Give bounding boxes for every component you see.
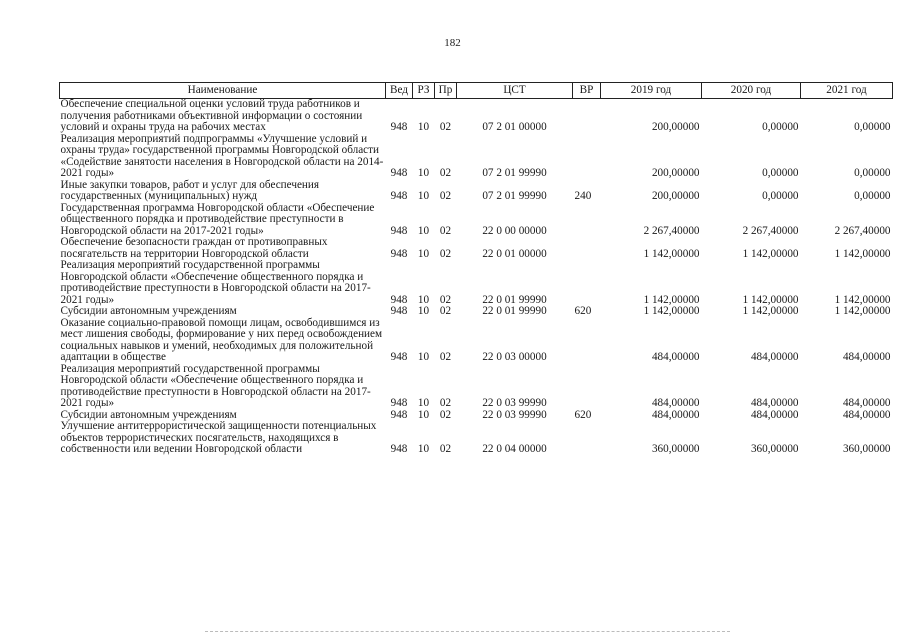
row-cst: 07 2 01 99990 (482, 167, 547, 179)
row-rz: 10 (417, 397, 430, 409)
row-pr: 02 (439, 224, 452, 237)
row-vr (573, 260, 601, 306)
row-cst: 22 0 00 00000 (482, 224, 547, 237)
row-ved: 948 (390, 305, 408, 317)
header-2021: 2021 год (801, 83, 893, 99)
table-row (60, 180, 893, 203)
row-pr: 02 (439, 247, 452, 260)
row-cst: 07 2 01 99990 (482, 190, 547, 202)
row-cst: 22 0 01 00000 (482, 247, 547, 260)
table-row (60, 237, 893, 260)
table-row (60, 260, 893, 306)
row-pr: 02 (439, 305, 452, 317)
row-2019: 484,00000 (651, 351, 700, 363)
row-rz: 10 (417, 224, 430, 237)
row-ved: 948 (390, 397, 408, 409)
header-pr: Пр (435, 83, 457, 99)
row-2019: 200,00000 (651, 121, 700, 133)
row-rz: 10 (417, 167, 430, 179)
row-vr (573, 134, 601, 180)
row-name: Субсидии автономным учреждениям (60, 408, 237, 421)
row-rz: 10 (417, 351, 430, 363)
row-ved: 948 (390, 247, 408, 260)
row-cst: 22 0 03 00000 (482, 351, 547, 363)
row-2019: 1 142,00000 (643, 247, 700, 260)
header-2020: 2020 год (702, 83, 801, 99)
row-name: Обеспечение безопасности граждан от противоправных посягательств на территории Новгородской области (60, 236, 328, 260)
row-2021: 2 267,40000 (834, 224, 891, 237)
row-2020: 484,00000 (750, 408, 799, 421)
table-row (60, 318, 893, 364)
row-rz: 10 (417, 443, 430, 455)
row-2020: 1 142,00000 (742, 305, 799, 317)
row-2021: 0,00000 (854, 167, 891, 179)
table-row (60, 306, 893, 318)
row-pr: 02 (439, 443, 452, 455)
row-ved: 948 (390, 190, 408, 202)
row-2021: 360,00000 (842, 443, 891, 455)
row-vr: 240 (574, 190, 592, 202)
table-row (60, 421, 893, 456)
row-name: Оказание социально-правовой помощи лицам, освободившимся из мест лишения свободы, формирование у них перед освобождением социальных навыков и умений, необходимых для положительной адаптации в обществе (60, 316, 383, 363)
row-2021: 484,00000 (842, 351, 891, 363)
row-name: Субсидии автономным учреждениям (60, 305, 237, 317)
row-name: Иные закупки товаров, работ и услуг для обеспечения государственных (муниципальных) нужд (60, 178, 320, 202)
row-2021: 484,00000 (842, 408, 891, 421)
row-ved: 948 (390, 167, 408, 179)
row-vr (573, 99, 601, 134)
row-2021: 1 142,00000 (834, 305, 891, 317)
row-2020: 0,00000 (762, 121, 799, 133)
row-pr: 02 (439, 397, 452, 409)
row-name: Реализация мероприятий государственной программы Новгородской области «Обеспечение общественного порядка и противодействие преступности в Новгородской области на 2017-2021 годы» (60, 362, 371, 409)
row-cst: 22 0 01 99990 (482, 305, 547, 317)
row-cst: 22 0 01 99990 (482, 293, 547, 306)
row-pr: 02 (439, 121, 452, 133)
row-2019: 2 267,40000 (643, 224, 700, 237)
row-rz: 10 (417, 247, 430, 260)
table-row (60, 364, 893, 410)
row-2020: 484,00000 (750, 351, 799, 363)
row-2019: 200,00000 (651, 167, 700, 179)
row-ved: 948 (390, 408, 408, 421)
row-2020: 2 267,40000 (742, 224, 799, 237)
row-rz: 10 (417, 190, 430, 202)
row-name: Обеспечение специальной оценки условий труда работников и получения работниками объективной информации о состоянии условий и охраны труда на рабочих местах (60, 98, 363, 133)
page-number: 182 (444, 37, 461, 49)
table-row (60, 203, 893, 238)
row-pr: 02 (439, 351, 452, 363)
row-rz: 10 (417, 408, 430, 421)
row-2019: 484,00000 (651, 408, 700, 421)
row-2021: 1 142,00000 (834, 247, 891, 260)
row-ved: 948 (390, 293, 408, 306)
row-2020: 360,00000 (750, 443, 799, 455)
row-name: Реализация мероприятий подпрограммы «Улучшение условий и охраны труда» государственной программы Новгородской области «Содействие занятости населения в Новгородской области на 2014-2021 годы» (60, 132, 384, 179)
row-ved: 948 (390, 224, 408, 237)
header-rz: РЗ (413, 83, 435, 99)
header-cst: ЦСТ (457, 83, 573, 99)
row-vr: 620 (574, 408, 592, 421)
budget-table (59, 82, 893, 456)
row-name: Улучшение антитеррористической защищенности потенциальных объектов террористических посягательств, находящихся в собственности или ведении Новгородской области (60, 420, 377, 455)
row-2021: 0,00000 (854, 121, 891, 133)
row-ved: 948 (390, 121, 408, 133)
row-pr: 02 (439, 167, 452, 179)
header-name: Наименование (60, 83, 386, 99)
header-ved: Вед (386, 83, 413, 99)
row-2019: 1 142,00000 (643, 305, 700, 317)
row-pr: 02 (439, 293, 452, 306)
row-rz: 10 (417, 121, 430, 133)
row-ved: 948 (390, 443, 408, 455)
row-name: Государственная программа Новгородской области «Обеспечение общественного порядка и противодействие преступности в Новгородской области на 2017-2021 годы» (60, 201, 375, 237)
row-vr (573, 364, 601, 410)
row-pr: 02 (439, 190, 452, 202)
row-2020: 1 142,00000 (742, 293, 799, 306)
row-2021: 0,00000 (854, 190, 891, 202)
row-cst: 22 0 03 99990 (482, 408, 547, 421)
row-2020: 0,00000 (762, 167, 799, 179)
row-2021: 1 142,00000 (834, 293, 891, 306)
row-2020: 484,00000 (750, 397, 799, 409)
row-cst: 22 0 03 99990 (482, 397, 547, 409)
row-2019: 360,00000 (651, 443, 700, 455)
header-2019: 2019 год (601, 83, 702, 99)
row-vr (573, 237, 601, 260)
header-vr: ВР (573, 83, 601, 99)
row-2021: 484,00000 (842, 397, 891, 409)
row-vr: 620 (574, 305, 592, 317)
row-vr (573, 203, 601, 238)
header-row (60, 83, 893, 99)
row-2020: 0,00000 (762, 190, 799, 202)
table-row (60, 134, 893, 180)
row-2019: 1 142,00000 (643, 293, 700, 306)
row-rz: 10 (417, 293, 430, 306)
row-cst: 22 0 04 00000 (482, 443, 547, 455)
row-name: Реализация мероприятий государственной программы Новгородской области «Обеспечение общественного порядка и противодействие преступности в Новгородской области на 2017-2021 годы» (60, 259, 371, 306)
row-vr (573, 421, 601, 456)
row-rz: 10 (417, 305, 430, 317)
row-cst: 07 2 01 00000 (482, 121, 547, 133)
row-2020: 1 142,00000 (742, 247, 799, 260)
row-pr: 02 (439, 408, 452, 421)
table-row (60, 99, 893, 134)
row-2019: 200,00000 (651, 190, 700, 202)
row-ved: 948 (390, 351, 408, 363)
scan-artifact-line (205, 631, 730, 632)
row-2019: 484,00000 (651, 397, 700, 409)
row-vr (573, 318, 601, 364)
